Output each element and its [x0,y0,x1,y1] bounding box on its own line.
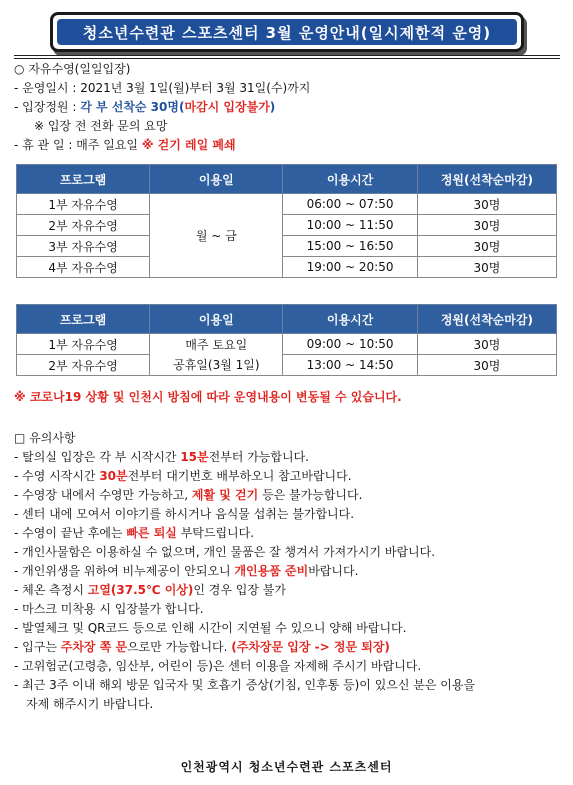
free-swim-heading-text: 자유수영(일일입장) [28,62,131,76]
title-divider-bottom [14,58,560,59]
note-item [14,468,352,484]
capacity-note-close: ) [269,100,276,114]
capacity-cell: 30명 [417,355,556,376]
note-text: - 수영장 내에서 수영만 가능하고, [14,488,192,502]
note-item [14,525,254,541]
call-note: ※ 입장 전 전화 문의 요망 [34,119,168,133]
title-banner-inner [57,19,517,45]
table-header-row [17,165,557,194]
days-cell: 월 ~ 금 [150,194,283,278]
title-divider-top [14,55,560,56]
note-text: - 개인위생을 위하여 비누제공이 안되오니 [14,564,235,578]
footer-organization: 인천광역시 청소년수련관 스포츠센터 [180,760,393,774]
note-text: 으로만 가능합니다. [127,640,232,654]
period-line [14,80,310,96]
days-cell-line2: 공휴일(3월 1일) [150,355,283,376]
table-row [17,334,557,355]
note-item [14,582,286,598]
program-cell: 1부 자유수영 [17,194,150,215]
note-item: - 고위험군(고령층, 임산부, 어린이 등)은 센터 이용을 자제해 주시기 바랍니다. [14,659,422,673]
note-item: - 개인사물함은 이용하실 수 없으며, 개인 물품은 잘 챙겨서 가져가시기 바랍니다. [14,545,436,559]
col-header-days: 이용일 [150,305,283,334]
capacity-cell: 30명 [417,236,556,257]
program-cell: 2부 자유수영 [17,355,150,376]
time-cell: 09:00 ~ 10:50 [283,334,417,355]
free-swim-heading [14,61,130,77]
circle-icon: ○ [14,62,25,76]
col-header-program: 프로그램 [17,305,150,334]
note-text: 바랍니다. [308,564,359,578]
page-title: 청소년수련관 스포츠센터 3월 운영안내(일시제한적 운영) [82,23,492,42]
table-row [17,194,557,215]
program-cell: 3부 자유수영 [17,236,150,257]
table-row [17,215,557,236]
time-cell: 15:00 ~ 16:50 [283,236,417,257]
note-item: - 발열체크 및 QR코드 등으로 인해 시간이 지연될 수 있으니 양해 바랍니다. [14,621,407,635]
note-text: 전부터 가능합니다. [208,450,309,464]
closed-line [14,137,236,153]
note-highlight: 빠른 퇴실 [126,526,177,540]
note-highlight: 제활 및 걷기 [191,488,259,502]
time-cell: 10:00 ~ 11:50 [283,215,417,236]
note-text: - 수영 시작시간 [14,469,100,483]
note-highlight: 15분 [180,450,209,464]
capacity-label: - 입장정원 : [14,100,81,114]
col-header-capacity: 정원(선착순마감) [417,305,556,334]
note-item [14,449,309,465]
table-row [17,236,557,257]
time-cell: 06:00 ~ 07:50 [283,194,417,215]
covid-notice: ※ 코로나19 상황 및 인천시 방침에 따라 운영내용이 변동될 수 있습니다. [14,390,402,404]
note-text: 부탁드립니다. [176,526,255,540]
program-cell: 2부 자유수영 [17,215,150,236]
col-header-program: 프로그램 [17,165,150,194]
weekday-schedule-table [16,164,557,278]
note-text: - 탈의실 입장은 각 부 시작시간 [14,450,181,464]
note-item: - 센터 내에 모여서 이야기를 하시거나 음식물 섭취는 불가합니다. [14,507,355,521]
note-text: - 수영이 끝난 후에는 [14,526,127,540]
note-highlight: (주차장문 입장 -> 정문 퇴장) [231,640,390,654]
period-value: 2021년 3월 1일(월)부터 3월 31일(수)까지 [80,81,311,95]
title-banner [50,12,524,52]
period-label: - 운영일시 : [14,81,81,95]
time-cell: 19:00 ~ 20:50 [283,257,417,278]
note-highlight: 30분 [99,469,128,483]
capacity-value: 각 부 선착순 30명 [80,100,179,114]
table-row [17,355,557,376]
note-item [14,563,358,579]
capacity-cell: 30명 [417,257,556,278]
note-item: - 마스크 미착용 시 입장불가 합니다. [14,602,204,616]
program-cell: 1부 자유수영 [17,334,150,355]
note-text: - 입구는 [14,640,61,654]
closed-note: ※ 걷기 레일 폐쇄 [141,138,236,152]
col-header-days: 이용일 [150,165,283,194]
capacity-line [14,99,275,115]
note-highlight: 개인용품 준비 [234,564,309,578]
capacity-cell: 30명 [417,334,556,355]
table-row [17,257,557,278]
closed-label: - 휴 관 일 : 매주 일요일 [14,138,142,152]
note-text: 등은 불가능합니다. [258,488,363,502]
note-item-continued: 자제 해주시기 바랍니다. [26,697,154,711]
note-highlight: 고열(37.5℃ 이상) [87,583,194,597]
capacity-cell: 30명 [417,215,556,236]
days-cell-line1: 매주 토요일 [150,334,283,355]
note-highlight: 주차장 쪽 문 [60,640,128,654]
note-text: - 체온 측정시 [14,583,88,597]
capacity-cell: 30명 [417,194,556,215]
capacity-note: 마감시 입장불가 [184,100,270,114]
col-header-time: 이용시간 [283,165,417,194]
weekend-schedule-table [16,304,557,376]
note-item [14,639,390,655]
note-text: 인 경우 입장 불가 [193,583,286,597]
note-item [14,487,362,503]
notes-heading: □ 유의사항 [14,431,76,445]
col-header-time: 이용시간 [283,305,417,334]
program-cell: 4부 자유수영 [17,257,150,278]
col-header-capacity: 정원(선착순마감) [417,165,556,194]
note-text: 전부터 대기번호 배부하오니 참고바랍니다. [127,469,352,483]
time-cell: 13:00 ~ 14:50 [283,355,417,376]
note-item: - 최근 3주 이내 해외 방문 입국자 및 호흡기 증상(기침, 인후통 등)이 있으신 분은 이용을 [14,678,476,692]
table-header-row [17,305,557,334]
capacity-note-open: ( [178,100,185,114]
